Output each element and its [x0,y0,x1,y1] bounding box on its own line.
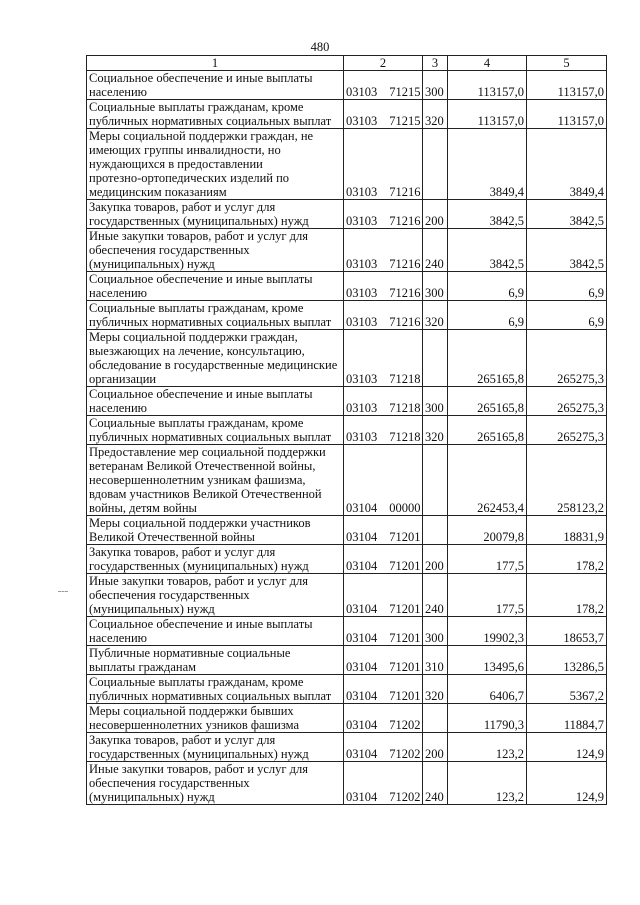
row-value-col5: 3842,5 [527,200,607,229]
row-expense-type: 240 [423,574,448,617]
row-name-cell [87,733,344,762]
row-direction-code: 71218 [389,401,421,415]
row-direction-code: 71201 [389,689,421,703]
row-name-cell [87,416,344,445]
row-expense-type: 200 [423,200,448,229]
header-col-1: 1 [87,56,344,71]
row-name-cell [87,574,344,617]
table-row [87,733,607,762]
header-col-4: 4 [448,56,527,71]
row-code-cell [344,416,423,445]
row-code-cell [344,129,423,200]
row-value-col5: 124,9 [527,762,607,805]
row-expense-type [423,129,448,200]
table-row [87,229,607,272]
row-value-col5: 18653,7 [527,617,607,646]
row-value-col4: 177,5 [448,574,527,617]
table-row [87,675,607,704]
row-code-cell [344,574,423,617]
row-expense-type [423,704,448,733]
table-row [87,129,607,200]
row-value-col5: 3849,4 [527,129,607,200]
row-name: Меры социальной поддержки участников Великой Отечественной войны [89,516,311,544]
row-expense-type: 300 [423,272,448,301]
table-row [87,416,607,445]
row-code-cell [344,704,423,733]
row-direction-code: 71202 [389,718,421,732]
row-direction-code: 71215 [389,114,421,128]
row-name-cell [87,445,344,516]
row-code-cell [344,516,423,545]
row-name: Меры социальной поддержки граждан, выезжающих на лечение, консультацию, обследование в государственные медицинские организации [89,330,338,386]
row-direction-code: 71201 [389,559,421,573]
row-name-cell [87,100,344,129]
row-name: Иные закупки товаров, работ и услуг для обеспечения государственных (муниципальных) нужд [89,574,309,616]
row-name-cell [87,545,344,574]
row-expense-type [423,516,448,545]
row-name-cell [87,229,344,272]
row-value-col4: 6,9 [448,301,527,330]
row-value-col4: 265165,8 [448,416,527,445]
row-value-col5: 6,9 [527,301,607,330]
table-row [87,516,607,545]
row-value-col5: 113157,0 [527,100,607,129]
row-value-col4: 13495,6 [448,646,527,675]
row-direction-code: 71215 [389,85,421,99]
row-name-cell [87,71,344,100]
table-row [87,445,607,516]
row-code-cell [344,445,423,516]
row-name-cell [87,301,344,330]
row-name-cell [87,387,344,416]
table-row [87,100,607,129]
row-cs-code: 03104 [346,718,378,732]
row-value-col4: 113157,0 [448,71,527,100]
row-code-cell [344,301,423,330]
row-cs-code: 03103 [346,401,378,415]
row-direction-code: 71201 [389,602,421,616]
budget-table [86,55,607,805]
row-name: Закупка товаров, работ и услуг для государственных (муниципальных) нужд [89,200,309,228]
row-expense-type: 320 [423,301,448,330]
row-value-col5: 178,2 [527,574,607,617]
table-row [87,704,607,733]
row-cs-code: 03103 [346,214,378,228]
row-value-col5: 265275,3 [527,387,607,416]
row-expense-type: 300 [423,617,448,646]
row-code-cell [344,762,423,805]
table-row [87,330,607,387]
table-row [87,272,607,301]
row-name: Социальные выплаты гражданам, кроме публичных нормативных социальных выплат [89,100,332,128]
row-name-cell [87,330,344,387]
row-code-cell [344,272,423,301]
row-name: Закупка товаров, работ и услуг для государственных (муниципальных) нужд [89,733,309,761]
row-name: Публичные нормативные социальные выплаты гражданам [89,646,291,674]
row-cs-code: 03104 [346,747,378,761]
row-direction-code: 71202 [389,747,421,761]
header-col-2: 2 [344,56,423,71]
row-expense-type: 320 [423,416,448,445]
row-value-col5: 6,9 [527,272,607,301]
row-code-cell [344,100,423,129]
row-value-col4: 123,2 [448,762,527,805]
row-name: Закупка товаров, работ и услуг для государственных (муниципальных) нужд [89,545,309,573]
row-cs-code: 03104 [346,660,378,674]
row-direction-code: 71216 [389,185,421,199]
row-expense-type [423,445,448,516]
row-code-cell [344,330,423,387]
row-name: Социальные выплаты гражданам, кроме публичных нормативных социальных выплат [89,301,332,329]
row-expense-type: 240 [423,762,448,805]
row-cs-code: 03103 [346,114,378,128]
row-value-col4: 265165,8 [448,387,527,416]
row-value-col5: 11884,7 [527,704,607,733]
row-code-cell [344,646,423,675]
row-code-cell [344,733,423,762]
table-row [87,574,607,617]
table-row [87,545,607,574]
row-value-col5: 18831,9 [527,516,607,545]
row-value-col5: 124,9 [527,733,607,762]
row-name: Социальное обеспечение и иные выплаты населению [89,272,313,300]
row-code-cell [344,71,423,100]
table-row [87,200,607,229]
header-col-3: 3 [423,56,448,71]
row-value-col4: 3842,5 [448,200,527,229]
row-name-cell [87,617,344,646]
table-row [87,387,607,416]
page-number: 480 [310,40,330,54]
table-row [87,301,607,330]
row-value-col5: 3842,5 [527,229,607,272]
row-name-cell [87,704,344,733]
row-cs-code: 03104 [346,631,378,645]
row-cs-code: 03104 [346,689,378,703]
row-direction-code: 71218 [389,430,421,444]
row-expense-type: 320 [423,100,448,129]
row-expense-type: 200 [423,733,448,762]
row-cs-code: 03103 [346,372,378,386]
row-name: Социальное обеспечение и иные выплаты населению [89,387,313,415]
row-code-cell [344,617,423,646]
row-name: Меры социальной поддержки бывших несовершеннолетних узников фашизма [89,704,299,732]
row-value-col4: 6406,7 [448,675,527,704]
row-direction-code: 71216 [389,257,421,271]
table-row [87,71,607,100]
row-name: Социальные выплаты гражданам, кроме публичных нормативных социальных выплат [89,416,332,444]
row-code-cell [344,545,423,574]
row-direction-code: 71201 [389,631,421,645]
row-name: Иные закупки товаров, работ и услуг для обеспечения государственных (муниципальных) нужд [89,229,309,271]
row-expense-type: 300 [423,71,448,100]
row-code-cell [344,387,423,416]
row-code-cell [344,675,423,704]
row-cs-code: 03104 [346,530,378,544]
row-direction-code: 71202 [389,790,421,804]
row-name: Социальное обеспечение и иные выплаты населению [89,71,313,99]
row-value-col4: 113157,0 [448,100,527,129]
row-name-cell [87,200,344,229]
row-name-cell [87,129,344,200]
row-value-col4: 20079,8 [448,516,527,545]
row-cs-code: 03104 [346,501,378,515]
table-row [87,646,607,675]
row-name-cell [87,646,344,675]
row-expense-type: 310 [423,646,448,675]
row-cs-code: 03104 [346,559,378,573]
row-value-col4: 123,2 [448,733,527,762]
row-expense-type [423,330,448,387]
row-direction-code: 00000 [389,501,421,515]
row-cs-code: 03104 [346,602,378,616]
table-row [87,617,607,646]
row-direction-code: 71216 [389,315,421,329]
row-name-cell [87,516,344,545]
row-name: Социальное обеспечение и иные выплаты населению [89,617,313,645]
row-value-col5: 113157,0 [527,71,607,100]
margin-mark [58,591,68,593]
row-cs-code: 03103 [346,430,378,444]
row-value-col4: 262453,4 [448,445,527,516]
row-value-col5: 13286,5 [527,646,607,675]
row-expense-type: 200 [423,545,448,574]
row-direction-code: 71201 [389,530,421,544]
row-direction-code: 71218 [389,372,421,386]
row-name: Предоставление мер социальной поддержки ветеранам Великой Отечественной войны, несовершеннолетним узникам фашизма, вдовам участников Великой Отечественной войны, детям войны [89,445,326,515]
row-name-cell [87,675,344,704]
row-expense-type: 300 [423,387,448,416]
row-name: Меры социальной поддержки граждан, не имеющих группы инвалидности, но нуждающихся в предоставлении протезно-ортопедических изделий по медицинским показаниям [89,129,314,199]
row-cs-code: 03103 [346,286,378,300]
table-header-row [87,56,607,71]
row-cs-code: 03103 [346,185,378,199]
row-value-col4: 3842,5 [448,229,527,272]
row-cs-code: 03104 [346,790,378,804]
row-expense-type: 240 [423,229,448,272]
row-cs-code: 03103 [346,257,378,271]
row-value-col4: 19902,3 [448,617,527,646]
row-name-cell [87,272,344,301]
row-value-col4: 3849,4 [448,129,527,200]
row-direction-code: 71216 [389,214,421,228]
row-value-col5: 178,2 [527,545,607,574]
row-value-col5: 265275,3 [527,416,607,445]
row-value-col5: 5367,2 [527,675,607,704]
row-cs-code: 03103 [346,85,378,99]
row-direction-code: 71216 [389,286,421,300]
row-value-col4: 6,9 [448,272,527,301]
row-value-col5: 258123,2 [527,445,607,516]
row-value-col4: 265165,8 [448,330,527,387]
row-value-col4: 177,5 [448,545,527,574]
row-name: Иные закупки товаров, работ и услуг для обеспечения государственных (муниципальных) нужд [89,762,309,804]
row-expense-type: 320 [423,675,448,704]
row-name-cell [87,762,344,805]
row-code-cell [344,229,423,272]
row-value-col5: 265275,3 [527,330,607,387]
row-name: Социальные выплаты гражданам, кроме публичных нормативных социальных выплат [89,675,332,703]
row-cs-code: 03103 [346,315,378,329]
header-col-5: 5 [527,56,607,71]
row-direction-code: 71201 [389,660,421,674]
row-value-col4: 11790,3 [448,704,527,733]
table-row [87,762,607,805]
row-code-cell [344,200,423,229]
